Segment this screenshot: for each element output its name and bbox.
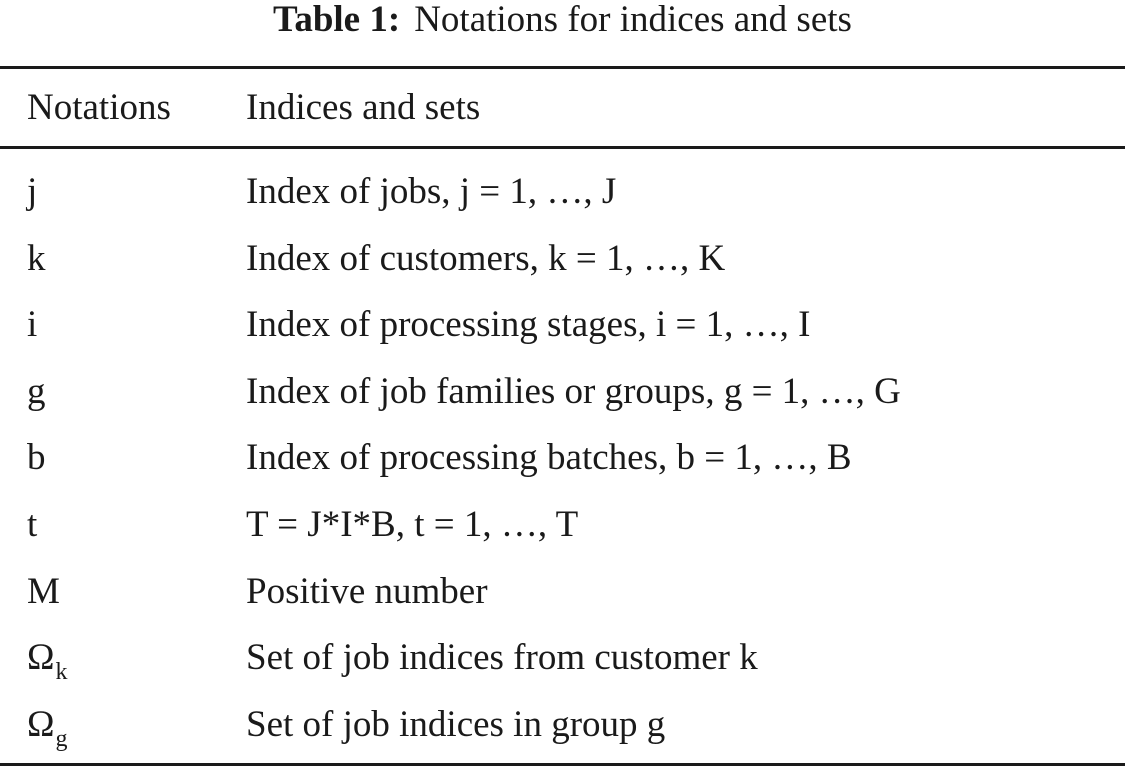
table-header-row bbox=[0, 80, 1125, 136]
description-cell: Index of job families or groups, g = 1, …, G bbox=[246, 370, 901, 412]
table-caption bbox=[0, 0, 1125, 40]
description-cell: Index of processing batches, b = 1, …, B bbox=[246, 437, 852, 479]
notation-cell bbox=[27, 425, 46, 491]
notation-cell bbox=[27, 492, 37, 558]
table-bottom-rule bbox=[0, 763, 1125, 766]
notation-symbol: Ω bbox=[27, 637, 55, 679]
notation-cell bbox=[27, 359, 46, 425]
notation-cell bbox=[27, 625, 68, 695]
notation-symbol: b bbox=[27, 437, 46, 479]
table-row bbox=[0, 159, 1125, 226]
table-row bbox=[0, 625, 1125, 692]
table-row bbox=[0, 559, 1125, 626]
description-cell: Index of jobs, j = 1, …, J bbox=[246, 171, 617, 212]
description-cell: T = J*I*B, t = 1, …, T bbox=[246, 503, 579, 545]
description-cell: Set of job indices in group g bbox=[246, 703, 666, 745]
notation-symbol: Ω bbox=[27, 703, 55, 745]
table-row bbox=[0, 292, 1125, 359]
table-row bbox=[0, 692, 1125, 759]
notation-symbol: i bbox=[27, 304, 38, 346]
table-caption-text: Notations for indices and sets bbox=[414, 0, 852, 40]
notation-subscript: g bbox=[55, 725, 68, 752]
table-caption-label: Table 1: bbox=[273, 0, 401, 40]
notation-cell bbox=[27, 692, 68, 762]
description-cell: Index of customers, k = 1, …, K bbox=[246, 237, 726, 279]
table-header-rule bbox=[0, 146, 1125, 149]
description-cell: Set of job indices from customer k bbox=[246, 637, 758, 679]
notation-cell bbox=[27, 559, 60, 625]
notation-symbol: g bbox=[27, 370, 46, 412]
notation-symbol: t bbox=[27, 503, 38, 545]
notation-cell bbox=[27, 226, 46, 292]
table-row bbox=[0, 359, 1125, 426]
description-cell: Positive number bbox=[246, 570, 488, 612]
table-row bbox=[0, 425, 1125, 492]
table-row bbox=[0, 492, 1125, 559]
table-body bbox=[0, 159, 1125, 758]
notation-symbol: M bbox=[27, 570, 60, 612]
header-indices-and-sets: Indices and sets bbox=[246, 87, 481, 128]
notation-symbol: j bbox=[27, 171, 38, 212]
description-cell: Index of processing stages, i = 1, …, I bbox=[246, 304, 811, 346]
notation-symbol: k bbox=[27, 237, 46, 279]
table-top-rule bbox=[0, 66, 1125, 69]
header-notations: Notations bbox=[27, 87, 171, 128]
notation-subscript: k bbox=[55, 659, 68, 686]
notation-cell bbox=[27, 292, 37, 358]
table-row bbox=[0, 226, 1125, 293]
notation-cell bbox=[27, 159, 37, 225]
